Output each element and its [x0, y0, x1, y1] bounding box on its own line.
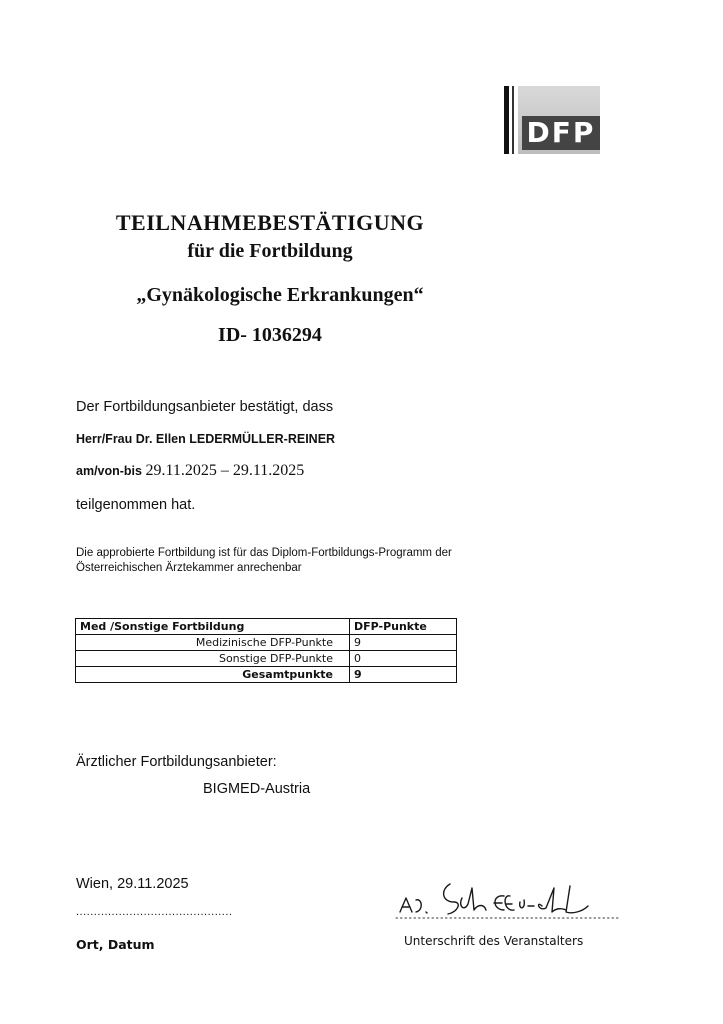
header-category: Med /Sonstige Fortbildung	[76, 619, 350, 635]
dotted-line: ............................................	[76, 906, 233, 918]
participant-name: Herr/Frau Dr. Ellen LEDERMÜLLER-REINER	[76, 432, 336, 446]
header-points: DFP-Punkte	[350, 619, 457, 635]
dates-value: 29.11.2025 – 29.11.2025	[145, 462, 305, 479]
dates-label: am/von-bis	[76, 464, 142, 478]
table-row	[76, 635, 457, 651]
course-dates	[76, 462, 304, 480]
signature-label: Unterschrift des Veranstalters	[404, 934, 584, 948]
total-row	[76, 667, 457, 683]
course-name: „Gynäkologische Erkrankungen“	[136, 284, 424, 306]
confirm-text: Der Fortbildungsanbieter bestätigt, dass	[76, 399, 334, 415]
participated-text: teilgenommen hat.	[76, 497, 196, 513]
points-table	[75, 618, 457, 683]
accreditation-note: Die approbierte Fortbildung ist für das Diplom-Fortbildungs-Programm der Österreichischen Ärztekammer anrechenbar	[76, 547, 452, 574]
points-table-header	[76, 619, 457, 635]
provider-name: BIGMED-Austria	[203, 781, 311, 797]
total-label: Gesamtpunkte	[76, 667, 350, 683]
row-label: Sonstige DFP-Punkte	[76, 651, 350, 667]
row-value: 0	[350, 651, 457, 667]
row-value: 9	[350, 635, 457, 651]
document-subtitle: für die Fortbildung	[187, 240, 353, 262]
place-date: Wien, 29.11.2025	[76, 876, 189, 892]
place-date-label: Ort, Datum	[76, 937, 155, 952]
signature-image	[392, 876, 622, 928]
dfp-logo	[504, 86, 600, 154]
table-row	[76, 651, 457, 667]
course-id: ID- 1036294	[218, 324, 322, 346]
provider-label: Ärztlicher Fortbildungsanbieter:	[76, 754, 277, 770]
row-label: Medizinische DFP-Punkte	[76, 635, 350, 651]
dfp-logo-text: DFP	[522, 116, 600, 150]
total-value: 9	[350, 667, 457, 683]
document-title: TEILNAHMEBESTÄTIGUNG	[115, 210, 425, 235]
